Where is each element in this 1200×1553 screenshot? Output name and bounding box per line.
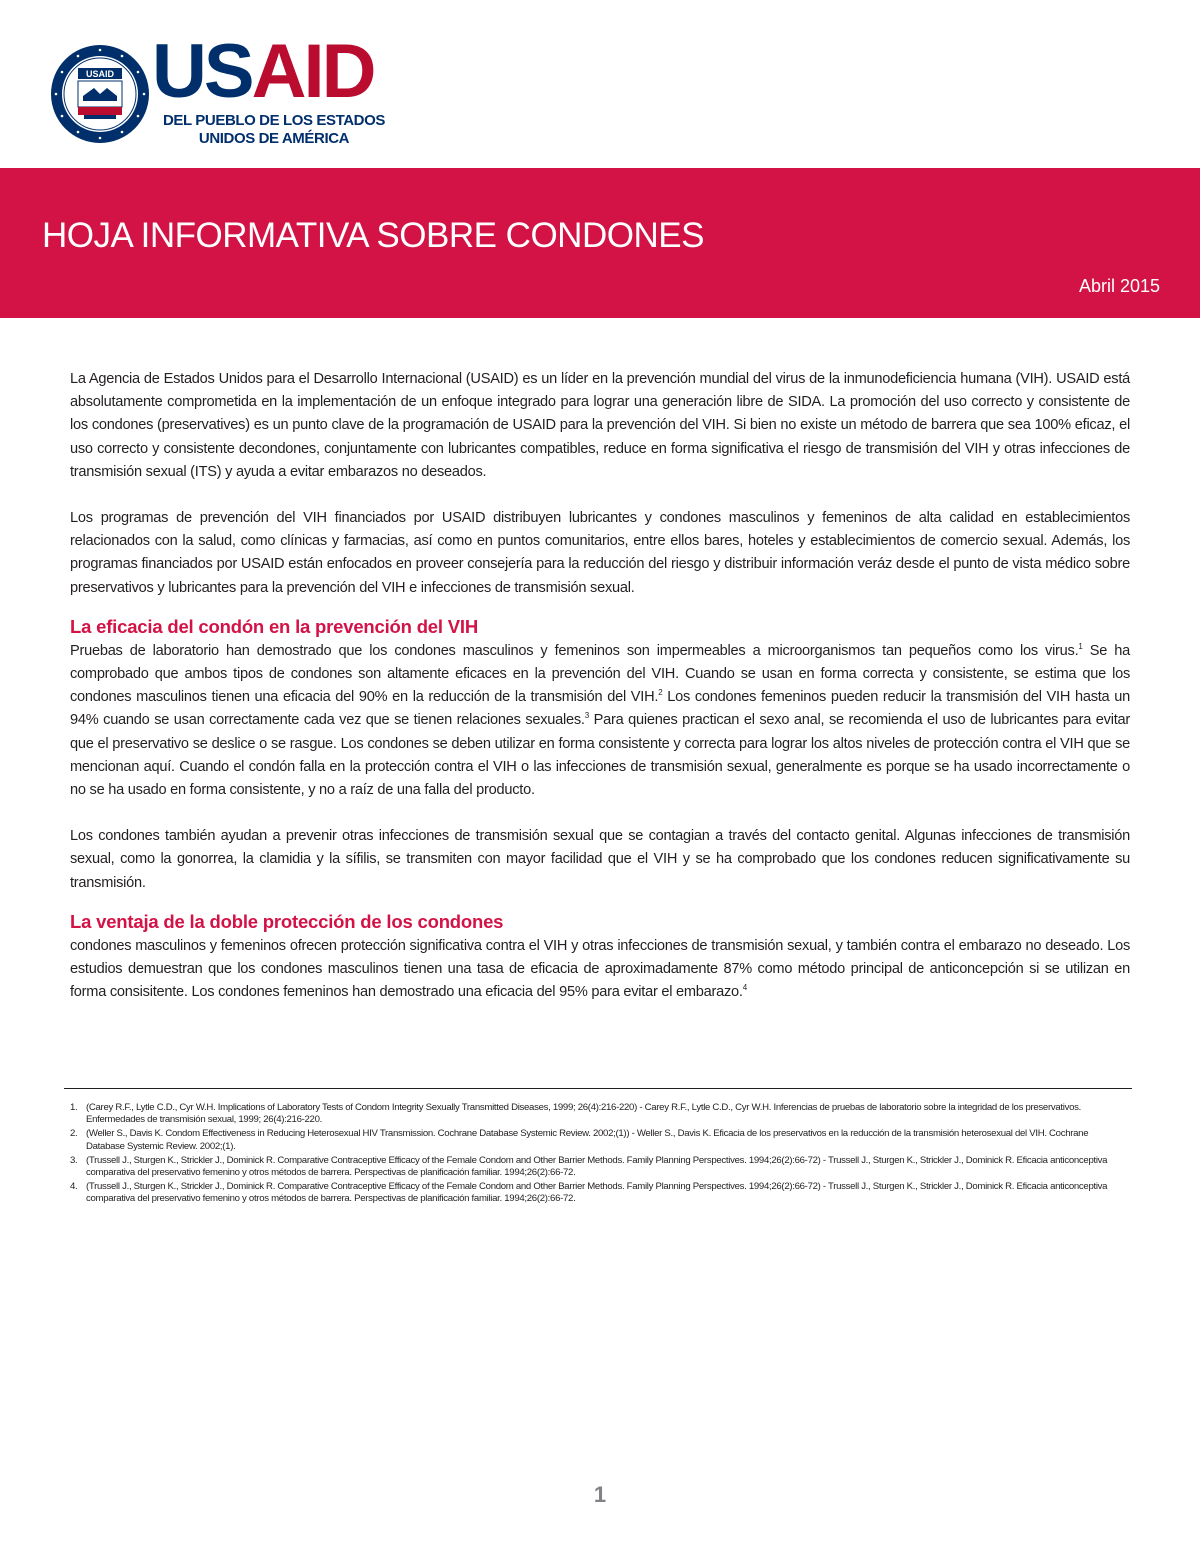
section-heading-efficacy: La eficacia del condón en la prevención del VIH [70,615,478,637]
logo-tagline [154,112,394,148]
efficacy-text-b: Se ha comprobado que ambos tipos de condones son altamente eficaces en la prevención del VIH. Cuando se usan en forma correcta y consistente, se estima que los condones masculinos tienen una eficacia del 90% en la reducción de la transmisión del VIH. [70,642,1130,706]
title-banner [0,168,1200,318]
tagline-line-1: DEL PUEBLO DE LOS ESTADOS [163,112,385,129]
efficacy-text-a: Pruebas de laboratorio han demostrado que los condones masculinos y femeninos son impermeables a microorganismos tan pequeños como los virus. [70,642,1079,659]
footnote-divider [64,1088,1132,1089]
usaid-wordmark [152,29,374,114]
page-title: HOJA INFORMATIVA SOBRE CONDONES [42,216,704,255]
dual-protection-paragraph [70,935,1130,1005]
intro-paragraph-2: Los programas de prevención del VIH financiados por USAID distribuyen lubricantes y condones masculinos y femeninos de alta calidad en establecimientos relacionados con la salud, como clínicas y farmacias, así como en puntos comunitarios, entre ellos bares, hoteles y establecimientos de comercio sexual. Además, los programas financiados por USAID están enfocados en proveer consejería para la reducción del riesgo y distribuir información veráz desde el punto de vista médico sobre preservativos y lubricantes para la prevención del VIH e infecciones de transmisión sexual. [70,510,1130,596]
publication-date: Abril 2015 [1078,276,1160,296]
usaid-seal-icon [50,44,150,144]
footnote-item [70,1128,1110,1153]
footnote-ref-4: 4 [742,983,747,993]
footnote-text: (Trussell J., Sturgen K., Strickler J., Dominick R. Comparative Contraceptive Efficacy of the Female Condom and Other Barrier Methods. Family Planning Perspectives. 1994;26(2):66-72) - Trussell J., Sturgen K., Strickler J., Dominick R. Eficacia anticonceptiva comparativa del preservativo femenino y otros métodos de barrera. Perspectivas de planificación familiar. 1994;26(2):66-72. [86,1180,1108,1205]
footnote-number: 2. [70,1128,78,1140]
footnotes-list [70,1102,1110,1207]
footnote-item [70,1102,1110,1127]
page-number: 1 [593,1482,607,1507]
wordmark-us: US [152,29,252,114]
efficacy-text-d: Para quienes practican el sexo anal, se recomienda el uso de lubricantes para evitar que el preservativo se deslice o se rasgue. Los condones se deben utilizar en forma consistente y correcta para lograr los altos niveles de protección contra el VIH que se mencionan aquí. Cuando el condón falla en la protección contra el VIH o las infecciones de transmisión sexual, generalmente es porque se ha usado incorrectamente o no se ha usado en forma consistente, y no a raíz de una falla del producto. [70,712,1130,799]
main-content [70,368,1130,1027]
efficacy-text-c: Los condones femeninos pueden reducir la transmisión del VIH hasta un 94% cuando se usan correctamente cada vez que se tienen relaciones sexuales. [70,689,1130,729]
footnote-item [70,1181,1110,1206]
footnote-item [70,1155,1110,1180]
section-heading-dual-protection: La ventaja de la doble protección de los condones [70,910,504,932]
footnote-text: (Carey R.F., Lytle C.D., Cyr W.H. Implications of Laboratory Tests of Condom Integrity Sexually Transmitted Diseases, 1999; 26(4):216-220) - Carey R.F., Lytle C.D., Cyr W.H. Inferencias de pruebas de laboratorio sobre la integridad de los preservativos. Enfermedades de transmisión sexual, 1999; 26(4):216-220. [86,1102,1081,1126]
usaid-logo [50,29,385,154]
footnote-number: 1. [70,1102,78,1113]
efficacy-paragraph-2: Los condones también ayudan a prevenir otras infecciones de transmisión sexual que se contagian a través del contacto genital. Algunas infecciones de transmisión sexual, como la gonorrea, la clamidia y la sífilis, se transmiten con mayor facilidad que el VIH y se ha comprobado que los condones reducen significativamente su transmisión. [70,828,1130,891]
efficacy-paragraph-1 [70,640,1130,802]
seal-text: USAID [85,69,115,79]
wordmark-aid: AID [251,29,374,114]
tagline-line-2: UNIDOS DE AMÉRICA [198,130,350,147]
dual-protection-text: condones masculinos y femeninos ofrecen protección significativa contra el VIH y otras infecciones de transmisión sexual, y también contra el embarazo no deseado. Los estudios demuestran que los condones masculinos tienen una tasa de eficacia de aproximadamente 87% como método principal de anticoncepción si se utilizan en forma consisitente. Los condones femeninos han demostrado una eficacia del 95% para evitar el embarazo. [70,937,1130,1001]
footnote-text: (Weller S., Davis K. Condom Effectiveness in Reducing Heterosexual HIV Transmission. Cochrane Database Systemic Review. 2002;(1)) - Weller S., Davis K. Eficacia de los preservativos en la reducción de la transmisión heterosexual del VIH. Cochrane Database Systemic Review. 2002;(1). [86,1128,1089,1152]
footnote-number: 3. [70,1154,78,1166]
footnote-text: (Trussell J., Sturgen K., Strickler J., Dominick R. Comparative Contraceptive Efficacy of the Female Condom and Other Barrier Methods. Family Planning Perspectives. 1994;26(2):66-72) - Trussell J., Sturgen K., Strickler J., Dominick R. Eficacia anticonceptiva comparativa del preservativo femenino y otros métodos de barrera. Perspectivas de planificación familiar. 1994;26(2):66-72. [86,1154,1108,1179]
intro-paragraph-1: La Agencia de Estados Unidos para el Desarrollo Internacional (USAID) es un líder en la prevención mundial del virus de la inmunodeficiencia humana (VIH). USAID está absolutamente comprometida en la implementación de un enfoque integrado para lograr una generación libre de SIDA. La promoción del uso correcto y consistente de los condones (preservatives) es un punto clave de la programación de USAID para la prevención del VIH. Si bien no existe un método de barrera que sea 100% eficaz, el uso correcto y consistente decondones, conjuntamente con lubricantes compatibles, reduce en forma significativa el riesgo de transmisión del VIH y otras infecciones de transmisión sexual (ITS) y ayuda a evitar embarazos no deseados. [70,371,1130,480]
footnote-number: 4. [70,1180,78,1192]
footnote-ref-2: 2 [658,688,663,698]
footnote-ref-1: 1 [1078,641,1083,651]
footnote-ref-3: 3 [584,711,589,721]
